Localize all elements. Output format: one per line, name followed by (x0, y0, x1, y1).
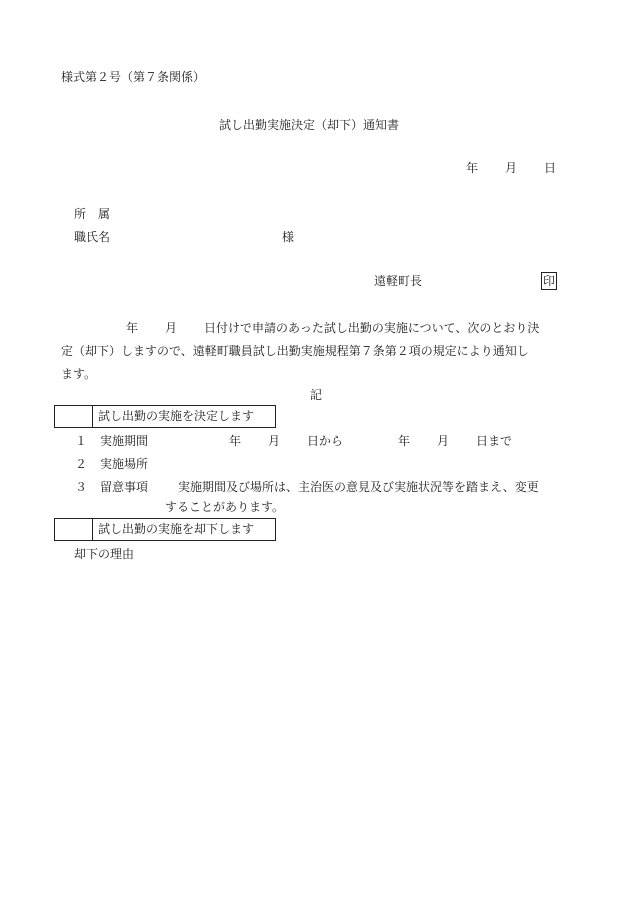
honorific: 様 (282, 230, 295, 244)
rejection-label: 試し出勤の実施を却下します (98, 522, 255, 536)
date-month: 月 (505, 161, 518, 175)
form-label: 様式第２号（第７条関係） (61, 70, 206, 84)
rejection-checkbox-row (54, 518, 276, 541)
rejection-reason-label: 却下の理由 (74, 547, 135, 561)
body-month: 月 (165, 321, 178, 335)
seal-mark: 印 (543, 274, 556, 288)
item-2-number: ２ (75, 457, 88, 471)
item-3-label: 留意事項 (100, 480, 149, 494)
body-year: 年 (126, 321, 139, 335)
body-line2: 定（却下）しますので、遠軽町職員試し出勤実施規程第７条第２項の規定により通知し (61, 344, 529, 358)
period-from-day: 日から (307, 434, 344, 448)
period-from-year: 年 (229, 434, 242, 448)
item-1-label: 実施期間 (100, 434, 149, 448)
issuer-name: 遠軽町長 (374, 274, 423, 288)
item-1-number: １ (75, 434, 88, 448)
item-3-text-line1: 実施期間及び場所は、主治医の意見及び実施状況等を踏まえ、変更 (178, 480, 539, 494)
rejection-check-cell[interactable] (55, 519, 93, 540)
name-label: 職氏名 (74, 230, 111, 244)
item-3-text-line2: することがあります。 (165, 500, 285, 514)
item-3-number: ３ (75, 480, 88, 494)
item-2-label: 実施場所 (100, 457, 149, 471)
decision-label: 試し出勤の実施を決定します (98, 409, 255, 423)
period-to-year: 年 (398, 434, 411, 448)
period-to-day: 日まで (476, 434, 513, 448)
document-title: 試し出勤実施決定（却下）通知書 (219, 118, 400, 132)
decision-checkbox-row (54, 405, 276, 428)
date-year: 年 (466, 161, 479, 175)
decision-check-cell[interactable] (55, 406, 93, 427)
period-from-month: 月 (268, 434, 281, 448)
ki-heading: 記 (310, 388, 323, 402)
department-label: 所 属 (74, 207, 111, 221)
body-line1: 日付けで申請のあった試し出勤の実施について、次のとおり決 (204, 321, 540, 335)
body-line3: ます。 (61, 367, 97, 381)
period-to-month: 月 (437, 434, 450, 448)
date-day: 日 (544, 161, 557, 175)
